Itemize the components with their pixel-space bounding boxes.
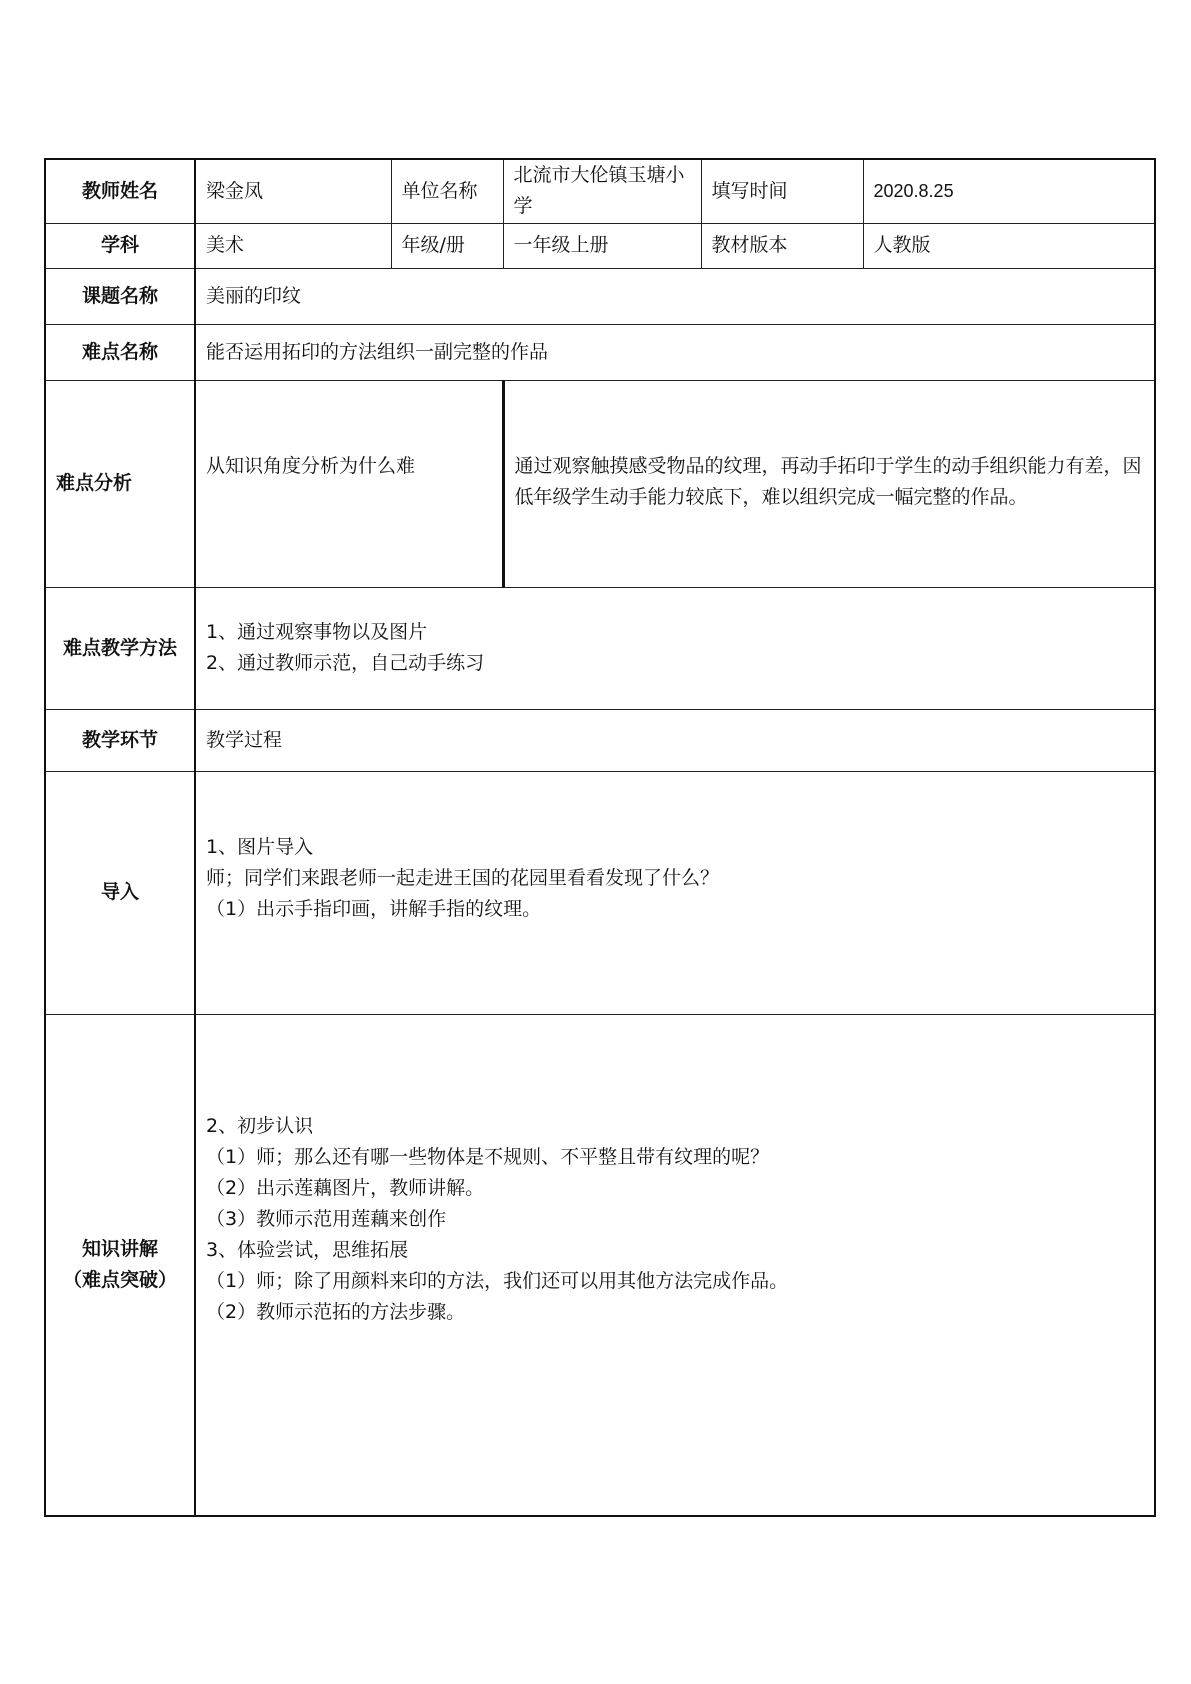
knowledge-line: （1）师；那么还有哪一些物体是不规则、不平整且带有纹理的呢？ bbox=[206, 1145, 770, 1168]
teacher-name-label: 教师姓名 bbox=[45, 159, 195, 223]
intro-line: 1、图片导入 bbox=[206, 835, 314, 858]
process-value: 教学过程 bbox=[195, 709, 1155, 771]
header-row-2 bbox=[45, 223, 1155, 268]
intro-content bbox=[195, 771, 1155, 1014]
intro-row bbox=[45, 771, 1155, 1014]
unit-name-value: 北流市大伦镇玉塘小学 bbox=[503, 159, 701, 223]
topic-label: 课题名称 bbox=[45, 268, 195, 324]
intro-label: 导入 bbox=[45, 771, 195, 1014]
analysis-value: 通过观察触摸感受物品的纹理，再动手拓印于学生的动手组织能力有差，因低年级学生动手能力较底下，难以组织完成一幅完整的作品。 bbox=[503, 380, 1155, 587]
header-row-1 bbox=[45, 159, 1155, 223]
edition-value: 人教版 bbox=[863, 223, 1155, 268]
subject-label: 学科 bbox=[45, 223, 195, 268]
analysis-row bbox=[45, 380, 1155, 587]
process-label: 教学环节 bbox=[45, 709, 195, 771]
knowledge-line: （3）教师示范用莲藕来创作 bbox=[206, 1207, 447, 1230]
intro-line: 师；同学们来跟老师一起走进王国的花园里看看发现了什么？ bbox=[206, 866, 720, 889]
topic-row bbox=[45, 268, 1155, 324]
knowledge-line: （1）师；除了用颜料来印的方法，我们还可以用其他方法完成作品。 bbox=[206, 1269, 789, 1292]
method-content bbox=[195, 587, 1155, 709]
edition-label: 教材版本 bbox=[701, 223, 863, 268]
lesson-plan-table bbox=[44, 158, 1156, 1517]
knowledge-label bbox=[45, 1014, 195, 1516]
grade-value: 一年级上册 bbox=[503, 223, 701, 268]
difficulty-row bbox=[45, 324, 1155, 380]
method-line: 1、通过观察事物以及图片 bbox=[206, 621, 428, 643]
topic-value: 美丽的印纹 bbox=[195, 268, 1155, 324]
analysis-label: 难点分析 bbox=[45, 380, 195, 587]
difficulty-value: 能否运用拓印的方法组织一副完整的作品 bbox=[195, 324, 1155, 380]
grade-label: 年级/册 bbox=[391, 223, 503, 268]
analysis-sub-label: 从知识角度分析为什么难 bbox=[195, 380, 503, 587]
method-line: 2、通过教师示范，自己动手练习 bbox=[206, 652, 485, 674]
knowledge-line: 3、体验尝试，思维拓展 bbox=[206, 1238, 409, 1261]
fill-date-value: 2020.8.25 bbox=[863, 159, 1155, 223]
process-row bbox=[45, 709, 1155, 771]
knowledge-line: （2）出示莲藕图片，教师讲解。 bbox=[206, 1176, 485, 1199]
knowledge-label-line2: （难点突破） bbox=[62, 1268, 177, 1291]
method-label: 难点教学方法 bbox=[45, 587, 195, 709]
knowledge-label-line1: 知识讲解 bbox=[81, 1237, 158, 1260]
fill-date-label: 填写时间 bbox=[701, 159, 863, 223]
difficulty-label: 难点名称 bbox=[45, 324, 195, 380]
knowledge-line: （2）教师示范拓的方法步骤。 bbox=[206, 1300, 466, 1323]
teacher-name-value: 梁金凤 bbox=[195, 159, 391, 223]
intro-line: （1）出示手指印画，讲解手指的纹理。 bbox=[206, 897, 542, 920]
unit-name-label: 单位名称 bbox=[391, 159, 503, 223]
subject-value: 美术 bbox=[195, 223, 391, 268]
knowledge-row bbox=[45, 1014, 1155, 1516]
method-row bbox=[45, 587, 1155, 709]
knowledge-content bbox=[195, 1014, 1155, 1516]
knowledge-line: 2、初步认识 bbox=[206, 1114, 314, 1137]
